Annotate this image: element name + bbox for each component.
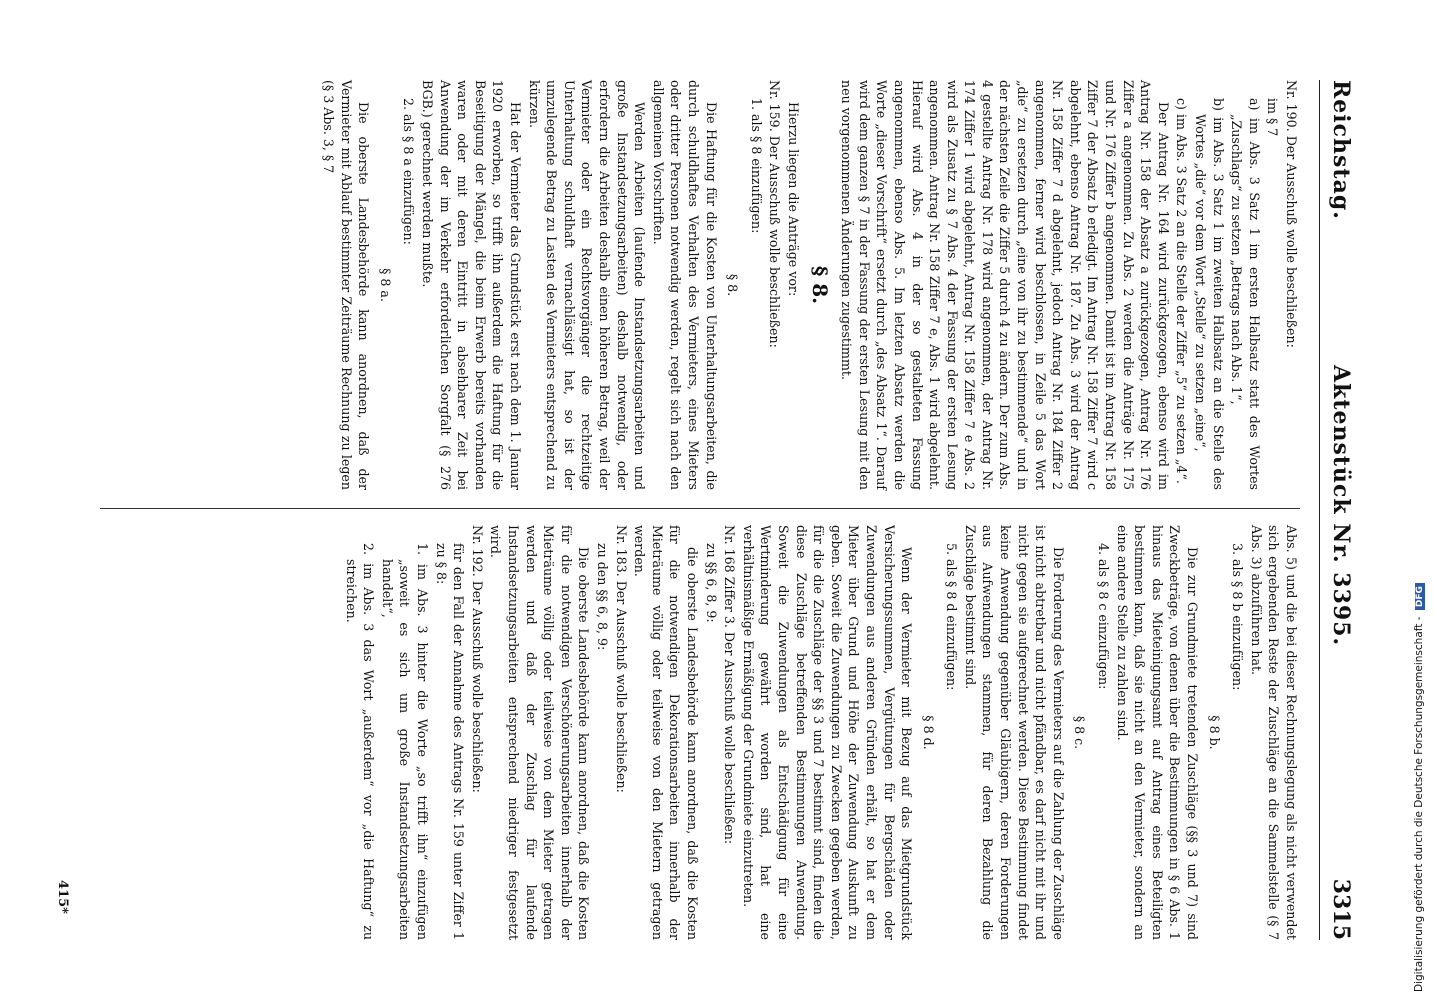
right-column-paragraph: Nr. 183. Der Ausschuß wolle beschließen: bbox=[613, 525, 629, 793]
left-column-paragraph: Hierzu liegen die Anträge vor: bbox=[785, 102, 801, 297]
left-column-paragraph: Hat der Vermieter das Grundstück erst nach dem 1. Januar 1920 erworben, so trifft ihn außerdem die Haftung für die Beseitigung der Mängel, die beim Erwerb bereits vorhanden waren oder mit deren Eintritt in absehbarer Zeit bei Anwendung der im Verkehr erforderlichen Sorgfalt (§ 276 BGB.) gerechnet werden mußte. bbox=[420, 80, 524, 490]
left-column-paragraph: § 8 a. bbox=[377, 268, 393, 302]
left-column-paragraph: Werden Arbeiten (laufende Instandsetzungsarbeiten und große Instandsetzungsarbeiten) deshalb notwendig, oder erfordern die Arbeiten deshalb einen höheren Betrag, weil der Vermieter oder ein Rechtsvorgänger die rechtzeitige Unterhaltung schuldhaft vernachlässigt hat, so ist der umzulegende Betrag zu Lasten des Vermieters entsprechend zu kürzen. bbox=[526, 80, 648, 490]
right-column-paragraph: § 8 c. bbox=[1072, 715, 1088, 750]
left-column-paragraph: Nr. 190. Der Ausschuß wolle beschließen: bbox=[1284, 80, 1299, 348]
right-column-paragraph: § 8 b. bbox=[1206, 715, 1222, 750]
right-column-paragraph: § 8 d. bbox=[920, 715, 936, 750]
right-column-paragraph: Nr. 168 Ziffer 3. Der Ausschuß wolle beschließen: bbox=[722, 525, 738, 845]
signature-mark: 415* bbox=[55, 880, 70, 914]
right-column-paragraph: zu den §§ 6, 8, 9: bbox=[595, 543, 611, 651]
document-page bbox=[0, 10, 1400, 990]
left-column-paragraph: § 8. bbox=[725, 273, 741, 297]
digitization-note bbox=[1410, 0, 1434, 1000]
header-document-number: Aktenstück Nr. 3395. bbox=[1328, 365, 1354, 647]
right-column-paragraph: für den Fall der Annahme des Antrags Nr. 159 unter Ziffer 1 zu § 8: bbox=[433, 543, 467, 940]
right-column-paragraph: 4. als § 8 c einzufügen: bbox=[1096, 543, 1112, 690]
right-column-paragraph: 1. im Abs. 3 hinter die Worte „so trifft ihn“ einzufügen „soweit es sich um große Instandsetzungsarbeiten handelt“, bbox=[379, 543, 431, 940]
right-column-paragraph: Die zur Grundmiete tretenden Zuschläge (§§ 3 und 7) sind Zweckbeträge, von denen über die Bestimmungen in § 6 Abs. 1 hinaus das Mieteinigungsamt auf Antrag eines Beteiligten bestimmen kann, daß sie nicht an den Vermieter, sondern an eine andere Stelle zu zahlen sind. bbox=[1114, 525, 1201, 940]
left-column-paragraph: b) im Abs. 3 Satz 1 im zweiten Halbsatz an die Stelle des Wortes „die“ vor dem Wort „Stelle“ zu setzen „eine“, bbox=[1193, 98, 1226, 490]
right-column-paragraph: Wenn der Vermieter mit Bezug auf das Mietgrundstück Versicherungssummen, Vergütungen für Bergschäden oder Zuwendungen aus anderen Gründen erhält, so hat er dem Mieter über Grund und Höhe der Zuwendung Auskunft zu geben. Soweit die Zuwendungen zu Zwecken gegeben werden, für die die Zuschläge der §§ 3 und 7 bestimmt sind, finden die diese Zuschläge betreffenden Bestimmungen Anwendung. Soweit die Zuwendungen als Entschädigung für eine Wertminderung gewährt worden sind, hat eine verhältnismäßige Ermäßigung der Grundmiete einzutreten. bbox=[740, 525, 915, 940]
right-column-paragraph: 3. als § 8 b einzufügen: bbox=[1230, 543, 1246, 691]
page-header bbox=[1319, 80, 1360, 940]
left-column-paragraph: Der Antrag Nr. 164 wird zurückgezogen, ebenso wird im Antrag Nr. 158 der Absatz a zurückgezogen, Antrag Nr. 176 Ziffer a angenommen. Zu Abs. 2 werden die Anträge Nr. 175 und Nr. 176 Ziffer b angenommen. Damit ist im Antrag Nr. 158 Ziffer 7 der Absatz b erledigt. Im Antrag Nr. 158 Ziffer 7 wird c abgelehnt, ebenso Antrag Nr. 187. Zu Abs. 3 wird der Antrag Nr. 158 Ziffer 7 d abgelehnt, jedoch Antrag Nr. 184 Ziffer 2 angenommen, ferner wird beschlossen, in Zeile 5 das Wort „die“ zu ersetzen durch „eine von ihr zu bestimmende“ und in der nächsten Zeile die Ziffer 5 durch 4 zu ändern. Der zum Abs. 4 gestellte Antrag Nr. 178 wird angenommen, der Antrag Nr. 174 Ziffer 1 wird abgelehnt, Antrag Nr. 158 Ziffer 7 e Abs. 2 wird als Zusatz zu § 7 Abs. 4 der Fassung der ersten Lesung angenommen. Antrag Nr. 158 Ziffer 7 e, Abs. 1 wird abgelehnt. Hierauf wird Abs. 4 in der so gestalteten Fassung angenommen, ebenso Abs. 5. Im letzten Absatz werden die Worte „dieser Vorschrift“ ersetzt durch „des Absatz 1“. Darauf wird dem ganzen § 7 in der Fassung der ersten Lesung mit den neu vorgenommenen Änderungen zugestimmt. bbox=[839, 80, 1171, 490]
right-column-paragraph: 2. im Abs. 3 das Wort „außerdem“ vor „die Haftung“ zu streichen. bbox=[343, 543, 377, 940]
left-column-paragraph: Die Haftung für die Kosten von Unterhaltungsarbeiten, die durch schuldhaftes Verhalten des Vermieters, eines Mieters oder dritter Personen notwendig werden, regelt sich nach den allgemeinen Vorschriften. bbox=[650, 80, 719, 490]
header-institution: Reichstag. bbox=[1328, 80, 1354, 220]
left-column-paragraph: im § 7 bbox=[1265, 98, 1281, 137]
left-column-paragraph: c) im Abs. 3 Satz 2 an die Stelle der Ziffer „5“ zu setzen „4“. bbox=[1174, 98, 1190, 484]
dfg-logo: DFG bbox=[1415, 583, 1425, 610]
left-column-paragraph: Nr. 159. Der Ausschuß wolle beschließen: bbox=[767, 80, 783, 348]
left-column-paragraph: 1. als § 8 einzufügen: bbox=[748, 98, 764, 234]
right-column-paragraph: zu §§ 6, 8, 9: bbox=[703, 543, 719, 623]
right-column-paragraph: 5. als § 8 d einzufügen: bbox=[944, 543, 960, 691]
right-column-paragraph: Die Forderung des Vermieters auf die Zahlung der Zuschläge ist nicht abtretbar und nicht pfändbar, es darf nicht mit ihr und nicht gegen sie aufgerechnet werden. Diese Bestimmung findet keine Anwendung gegenüber Gläubigern, deren Forderungen aus Aufwendungen stammen, für deren Bezahlung die Zuschläge bestimmt sind. bbox=[962, 525, 1066, 940]
right-column-paragraph: Nr. 192. Der Ausschuß wolle beschließen: bbox=[469, 525, 485, 793]
right-column-paragraph: die oberste Landesbehörde kann anordnen, daß die Kosten für die notwendigen Dekorationsarbeiten innerhalb der Mieträume völlig oder teilweise von den Mietern getragen werden. bbox=[632, 525, 700, 940]
left-column-paragraph: § 8. bbox=[807, 265, 832, 305]
right-column-paragraph: Abs. 5) und die bei dieser Rechnungslegung als nicht verwendet sich ergebenden Reste der Zuschläge an die Sammelstelle (§ 7 Abs. 3) abzuführen hat. bbox=[1248, 525, 1299, 940]
digitization-note-text: Digitalisierung gefördert durch die Deutsche Forschungsgemeinschaft - bbox=[1413, 616, 1425, 992]
header-page-number: 3315 bbox=[1328, 878, 1354, 940]
right-column-paragraph: Die oberste Landesbehörde kann anordnen, daß die Kosten für die notwendigen Verschönerungsarbeiten innerhalb der Mieträume völlig oder teilweise von dem Mieter getragen werden und daß der Zuschlag für laufende Instandsetzungsarbeiten entsprechend niedriger festgesetzt wird. bbox=[488, 525, 592, 940]
column-divider bbox=[100, 508, 1300, 509]
left-column-paragraph: 2. als § 8 a einzufügen: bbox=[401, 98, 417, 245]
left-column-paragraph: a) im Abs. 3 Satz 1 im ersten Halbsatz statt des Wortes „Zuschlags“ zu setzen „Betrags nach Abs. 1“, bbox=[1229, 98, 1262, 490]
left-text-column bbox=[319, 80, 1300, 490]
right-text-column bbox=[341, 525, 1300, 940]
left-column-paragraph: Die oberste Landesbehörde kann anordnen, daß der Vermieter mit Ablauf bestimmter Zeiträume Rechnung zu legen (§ 3 Abs. 3, § 7 bbox=[321, 80, 372, 490]
